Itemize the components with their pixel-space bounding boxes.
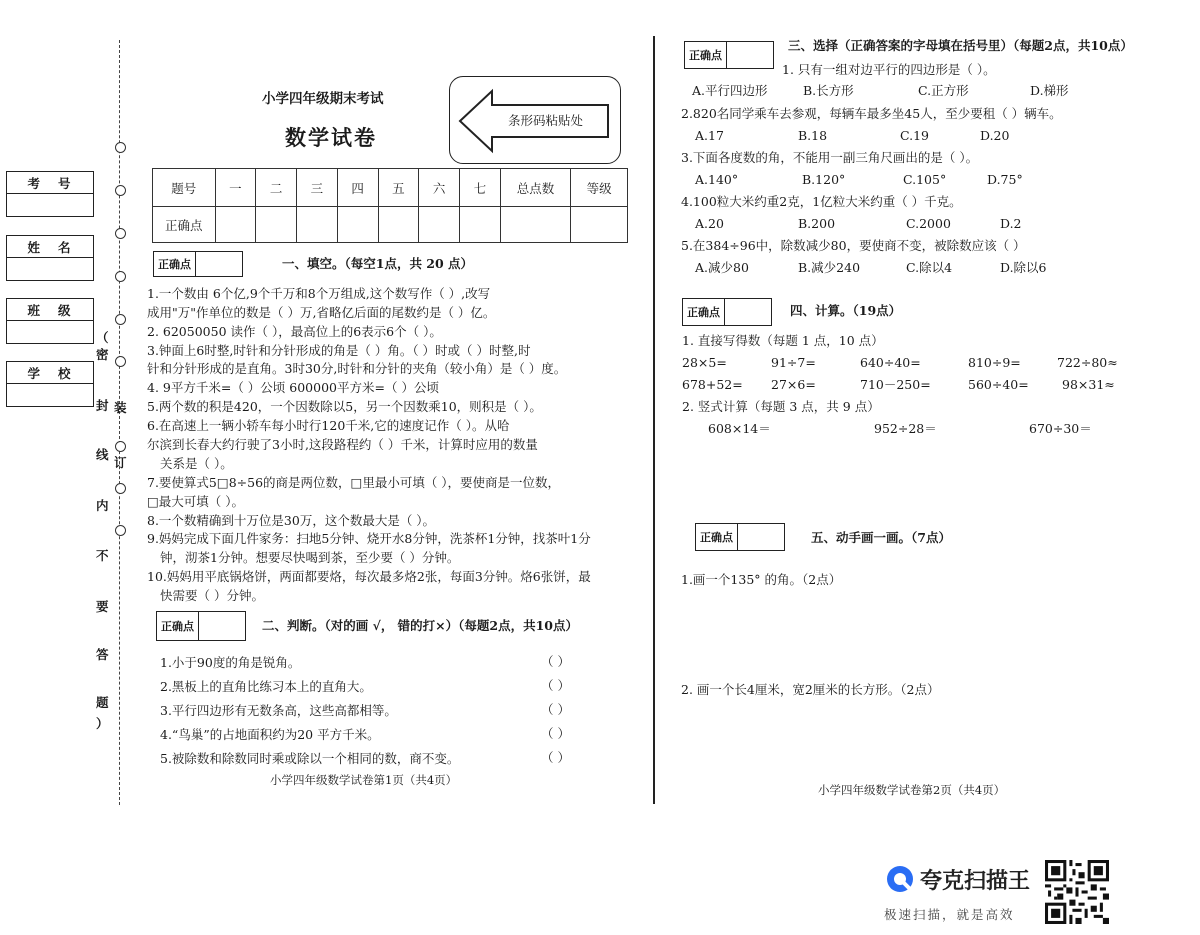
binding-hole <box>115 356 126 367</box>
score-header: 三 <box>297 169 338 207</box>
page1-footer: 小学四年级数学试卷第1页（共4页） <box>270 773 458 787</box>
score-header: 总点数 <box>500 169 570 207</box>
judge-item: 5.被除数和除数同时乘或除以一个相同的数，商不变。 <box>160 751 460 766</box>
choice-question: 5.在384÷96中，除数减少80，要使商不变，被除数应该（ ） <box>681 238 1026 253</box>
calc-item: 560÷40= <box>968 377 1029 392</box>
question-line: □最大可填（ ）。 <box>147 494 245 509</box>
question-line: 8.一个数精确到十万位是30万，这个数最大是（ ）。 <box>147 513 436 528</box>
question-line: 9.妈妈完成下面几件家务：扫地5分钟、烧开水8分钟，洗茶杯1分钟，找茶叶1分 <box>147 531 591 546</box>
choice-option[interactable]: D.75° <box>987 172 1023 187</box>
choice-question: 4.100粒大米约重2克，1亿粒大米约重（ ）千克。 <box>681 194 962 209</box>
answer-paren[interactable]: （ ） <box>541 678 570 693</box>
judge-item: 3.平行四边形有无数条高，这些高都相等。 <box>160 703 397 718</box>
question-line: 关系是（ ）。 <box>160 456 233 471</box>
score-header: 四 <box>337 169 378 207</box>
calc-item: 98×31≈ <box>1062 377 1115 392</box>
score-box-label: 正确点 <box>154 252 196 276</box>
score-cell[interactable] <box>378 207 419 243</box>
score-box-label: 正确点 <box>157 612 199 640</box>
watermark-brand: 夸克扫描王 <box>920 869 1031 894</box>
field-label: 班级 <box>7 299 93 321</box>
choice-question: 3.下面各度数的角，不能用一副三角尺画出的是（ ）。 <box>681 150 979 165</box>
section3-title: 三、选择（正确答案的字母填在括号里）（每题2点，共10点） <box>788 38 1133 53</box>
choice-option[interactable]: B.长方形 <box>803 83 854 98</box>
school-title: 小学四年级期末考试 <box>262 91 384 107</box>
score-cell[interactable] <box>256 207 297 243</box>
calc-item: 640÷40= <box>860 355 921 370</box>
score-header: 六 <box>419 169 460 207</box>
calc-item: 722÷80≈ <box>1057 355 1118 370</box>
seal-char: 封 <box>96 398 109 413</box>
score-header: 七 <box>460 169 501 207</box>
seal-char: 答 <box>96 647 109 662</box>
section1-title: 一、填空。（每空1点，共 20 点） <box>282 256 474 271</box>
seal-char: 线 <box>96 447 109 462</box>
choice-question: 2.820名同学乘车去参观，每辆车最多坐45人，至少要租（ ）辆车。 <box>681 106 1062 121</box>
question-line: 10.妈妈用平底锅烙饼，两面都要烙，每次最多烙2张，每面3分钟。烙6张饼，最 <box>147 569 591 584</box>
binding-hole <box>115 441 126 452</box>
binding-hole <box>115 525 126 536</box>
school-field[interactable] <box>6 361 94 407</box>
barcode-area[interactable] <box>449 76 621 164</box>
quark-logo-icon <box>886 865 914 893</box>
seal-char: 密 <box>96 347 109 362</box>
qr-code-icon <box>1045 860 1109 924</box>
question-line: 成用"万"作单位的数是（ ）万,省略亿后面的尾数约是（ ）亿。 <box>147 305 496 320</box>
section1-score-box[interactable] <box>153 251 243 277</box>
section4-title: 四、计算。（19点） <box>790 303 902 318</box>
section3-score-box[interactable] <box>684 41 774 69</box>
choice-option[interactable]: D.除以6 <box>1000 260 1047 275</box>
draw-question: 2. 画一个长4厘米，宽2厘米的长方形。（2点） <box>681 682 940 697</box>
seal-char: 不 <box>96 548 109 563</box>
score-header: 一 <box>215 169 256 207</box>
score-cell[interactable] <box>297 207 338 243</box>
choice-question: 1. 只有一组对边平行的四边形是（ ）。 <box>782 62 996 77</box>
seal-char: 订 <box>114 455 127 470</box>
question-line: 5.两个数的积是420，一个因数除以5，另一个因数乘10，则积是（ ）。 <box>147 399 542 414</box>
exam-number-field[interactable] <box>6 171 94 217</box>
question-line: 7.要使算式5□8÷56的商是两位数，□里最小可填（ ），要使商是一位数， <box>147 475 561 490</box>
calc-item: 27×6= <box>771 377 816 392</box>
question-line: 快需要（ ）分钟。 <box>160 588 264 603</box>
choice-option[interactable]: C.2000 <box>906 216 951 231</box>
score-cell[interactable] <box>419 207 460 243</box>
binding-hole <box>115 271 126 282</box>
section2-score-box[interactable] <box>156 611 246 641</box>
score-box-label: 正确点 <box>685 42 727 68</box>
section2-title: 二、判断。（对的画 √， 错的打×）（每题2点，共10点） <box>262 618 578 633</box>
binding-hole <box>115 483 126 494</box>
question-line: 1.一个数由 6个亿,9个千万和8个万组成,这个数写作（ ）,改写 <box>147 286 491 301</box>
calc-subtitle: 1. 直接写得数（每题 1 点，10 点） <box>682 333 884 348</box>
answer-paren[interactable]: （ ） <box>541 726 570 741</box>
field-blank[interactable] <box>7 194 93 216</box>
calc-item: 710－250= <box>860 377 931 392</box>
page2-footer: 小学四年级数学试卷第2页（共4页） <box>818 783 1006 797</box>
section5-title: 五、动手画一画。（7点） <box>811 530 951 545</box>
answer-paren[interactable]: （ ） <box>541 702 570 717</box>
field-label: 考号 <box>7 172 93 194</box>
binding-hole <box>115 185 126 196</box>
choice-option[interactable]: C.除以4 <box>906 260 953 275</box>
score-header: 等级 <box>571 169 628 207</box>
judge-item: 2.黑板上的直角比练习本上的直角大。 <box>160 679 372 694</box>
calc-item: 810÷9= <box>968 355 1021 370</box>
score-table <box>152 168 628 243</box>
score-box-label: 正确点 <box>696 524 738 550</box>
choice-option[interactable]: A.减少80 <box>695 260 749 275</box>
calc-item: 91÷7= <box>771 355 816 370</box>
section4-score-box[interactable] <box>682 298 772 326</box>
seal-char: 要 <box>96 599 109 614</box>
name-field[interactable] <box>6 235 94 281</box>
watermark-slogan: 极速扫描，就是高效 <box>884 907 1015 922</box>
score-cell[interactable] <box>500 207 570 243</box>
field-label: 学校 <box>7 362 93 384</box>
question-line: 尔滨到长春大约行驶了3小时,这段路程约（ ）千米，计算时应用的数量 <box>147 437 538 452</box>
question-line: 钟，沏茶1分钟。想要尽快喝到茶，至少要（ ）分钟。 <box>160 550 460 565</box>
exam-title: 数学试卷 <box>285 125 377 150</box>
choice-option[interactable]: D.梯形 <box>1030 83 1069 98</box>
score-cell[interactable] <box>337 207 378 243</box>
question-line: 6.在高速上一辆小轿车每小时行120千米,它的速度记作（ ）。从哈 <box>147 418 510 433</box>
choice-option[interactable]: D.2 <box>1000 216 1022 231</box>
answer-paren[interactable]: （ ） <box>541 654 570 669</box>
choice-option[interactable]: B.18 <box>798 128 828 143</box>
field-blank[interactable] <box>7 321 93 343</box>
seal-char: 装 <box>114 400 127 415</box>
class-field[interactable] <box>6 298 94 344</box>
calc-item: 608×14＝ <box>708 421 771 436</box>
choice-option[interactable]: A.140° <box>695 172 739 187</box>
judge-item: 1.小于90度的角是锐角。 <box>160 655 301 670</box>
seal-char: （ <box>96 330 109 345</box>
page-divider <box>653 36 655 804</box>
choice-option[interactable]: D.20 <box>980 128 1010 143</box>
choice-option[interactable]: B.200 <box>798 216 836 231</box>
question-line: 4. 9平方千米=（ ）公顷 600000平方米=（ ）公顷 <box>147 380 439 395</box>
seal-char: 题 <box>96 695 109 710</box>
question-line: 3.钟面上6时整,时针和分针形成的角是（ ）角。（ ）时或（ ）时整,时 <box>147 343 531 358</box>
calc-subtitle: 2. 竖式计算（每题 3 点，共 9 点） <box>682 399 880 414</box>
judge-item: 4.“鸟巢”的占地面积约为20 平方千米。 <box>160 727 380 742</box>
binding-dashed-line <box>119 40 120 805</box>
score-box-label: 正确点 <box>683 299 725 325</box>
binding-hole <box>115 228 126 239</box>
section5-score-box[interactable] <box>695 523 785 551</box>
field-label: 姓名 <box>7 236 93 258</box>
score-header: 题号 <box>153 169 216 207</box>
seal-char: 内 <box>96 498 109 513</box>
choice-option[interactable]: A.20 <box>695 216 724 231</box>
answer-paren[interactable]: （ ） <box>541 750 570 765</box>
calc-item: 952÷28＝ <box>874 421 937 436</box>
choice-option[interactable]: A.平行四边形 <box>692 83 768 98</box>
calc-item: 678+52= <box>682 377 743 392</box>
seal-char: ） <box>96 716 109 731</box>
score-cell[interactable] <box>460 207 501 243</box>
score-cell[interactable] <box>215 207 256 243</box>
choice-option[interactable]: B.减少240 <box>798 260 861 275</box>
draw-question: 1.画一个135° 的角。（2点） <box>681 572 842 587</box>
choice-option[interactable]: C.正方形 <box>918 83 969 98</box>
binding-hole <box>115 314 126 325</box>
field-blank[interactable] <box>7 258 93 280</box>
calc-item: 28×5= <box>682 355 727 370</box>
score-header: 五 <box>378 169 419 207</box>
question-line: 针和分针形成的是直角。3时30分,时针和分针的夹角（较小角）是（ ）度。 <box>147 361 567 376</box>
score-row-label: 正确点 <box>153 207 216 243</box>
question-line: 2. 62050050 读作（ ），最高位上的6表示6个（ ）。 <box>147 324 442 339</box>
binding-hole <box>115 142 126 153</box>
choice-option[interactable]: C.105° <box>903 172 947 187</box>
barcode-label: 条形码粘贴处 <box>508 113 584 128</box>
calc-item: 670÷30＝ <box>1029 421 1092 436</box>
score-header: 二 <box>256 169 297 207</box>
choice-option[interactable]: A.17 <box>695 128 724 143</box>
choice-option[interactable]: C.19 <box>900 128 929 143</box>
score-cell[interactable] <box>571 207 628 243</box>
field-blank[interactable] <box>7 384 93 406</box>
choice-option[interactable]: B.120° <box>802 172 846 187</box>
